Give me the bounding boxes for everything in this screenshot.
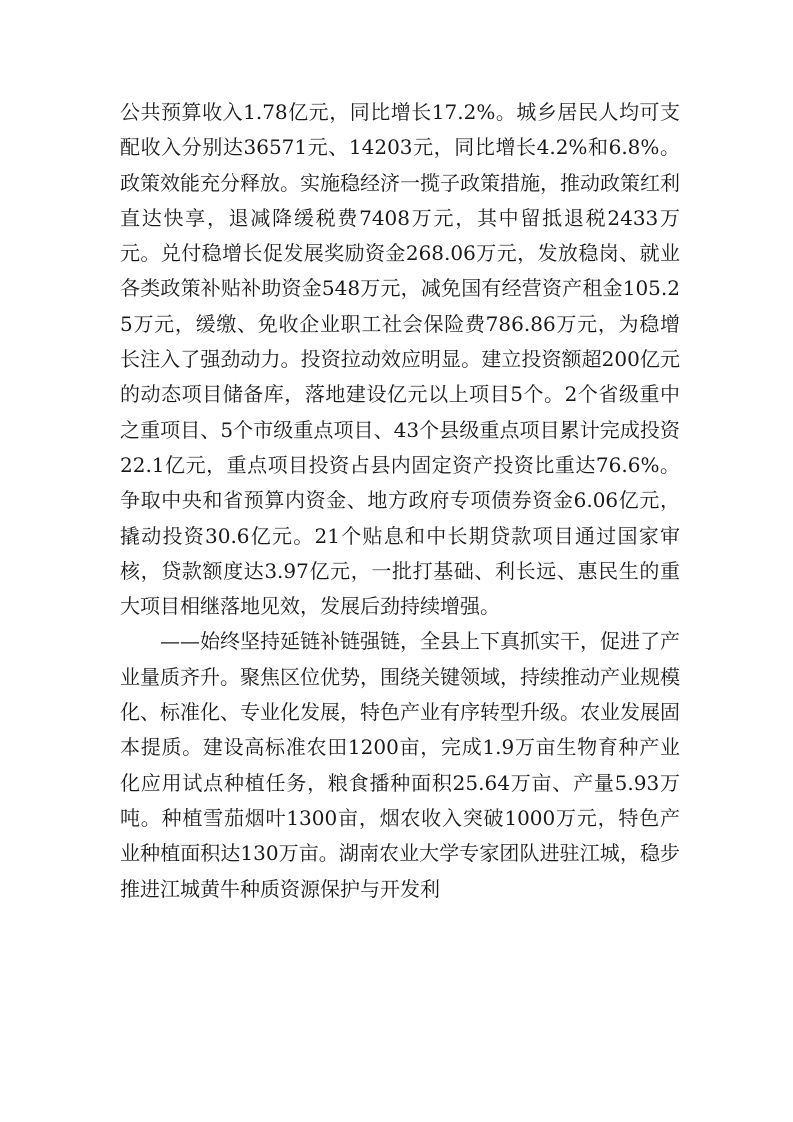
paragraph-industry: ——始终坚持延链补链强链，全县上下真抓实干，促进了产业量质齐升。聚焦区位优势，围绕关键领域，持续推动产业规模化、标准化、专业化发展，特色产业有序转型升级。农业发展固本提质。建设高标准农田1200亩，完成1.9万亩生物育种产业化应用试点种植任务，粮食播种面积25.64万亩、产量5.93万吨。种植雪茄烟叶1300亩，烟农收入突破1000万元，特色产业种植面积达130万亩。湖南农业大学专家团队进驻江城，稳步推进江城黄牛种质资源保护与开发利 [120, 629, 680, 901]
paragraph-fiscal-investment: 公共预算收入1.78亿元，同比增长17.2%。城乡居民人均可支配收入分别达36571元、14203元，同比增长4.2%和6.8%。政策效能充分释放。实施稳经济一揽子政策措施，推动政策红利直达快享，退减降缓税费7408万元，其中留抵退税2433万元。兑付稳增长促发展奖励资金268.06万元，发放稳岗、就业各类政策补贴补助资金548万元，减免国有经营资产租金105.25万元，缓缴、免收企业职工社会保险费786.86万元，为稳增长注入了强劲动力。投资拉动效应明显。建立投资额超200亿元的动态项目储备库，落地建设亿元以上项目5个。2个省级重中之重项目、5个市级重点项目、43个县级重点项目累计完成投资22.1亿元，重点项目投资占县内固定资产投资比重达76.6%。争取中央和省预算内资金、地方政府专项债券资金6.06亿元，撬动投资30.6亿元。21个贴息和中长期贷款项目通过国家审核，贷款额度达3.97亿元，一批打基础、利长远、惠民生的重大项目相继落地见效，发展后劲持续增强。 [120, 100, 680, 619]
body-text [120, 95, 680, 907]
